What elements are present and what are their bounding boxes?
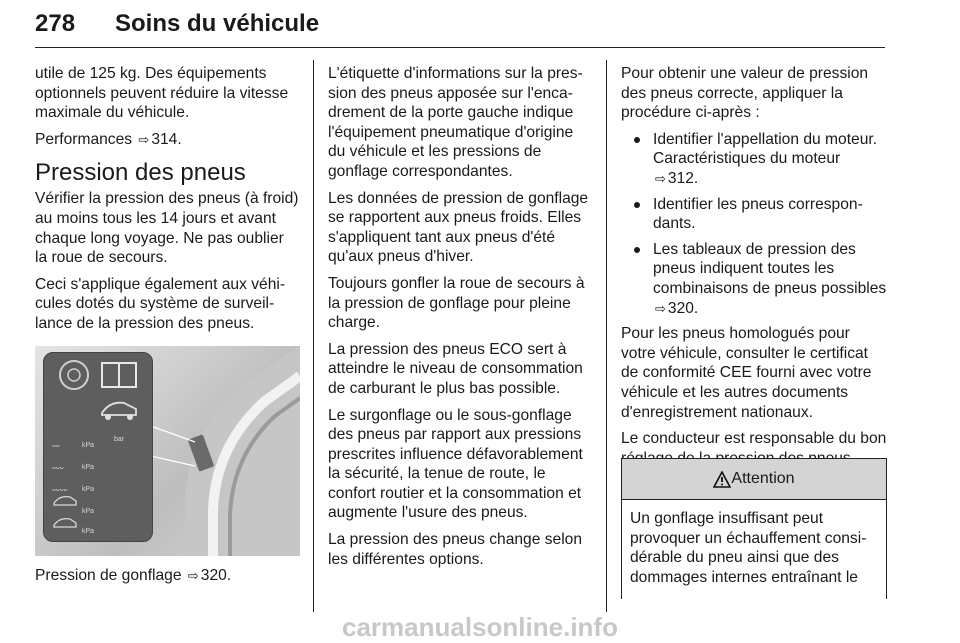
car-load-icon	[54, 496, 76, 504]
paragraph: Pour les pneus homologués pour votre véhicule, consulter le certificat de conformité CEE fourni avec votre véhicule et les autres documents d'enregistrement nationaux.	[621, 325, 872, 421]
tire-icon	[60, 361, 88, 389]
unit-label: kPa	[82, 485, 95, 493]
paragraph: Les données de pression de gonflage se rapportent aux pneus froids. Elles s'appliquent tant aux pneus d'été qu'aux pneus d'hiver.	[328, 189, 589, 266]
watermark: carmanualsonline.info	[342, 612, 618, 642]
paragraph: Le surgonflage ou le sous-gonflage des pneus par rapport aux pressions prescrites influence défavorablement la sécurité, la tenue de route, le confort routier et la consommation et augmente l'usure des pneus.	[328, 406, 583, 522]
column-1	[35, 64, 300, 592]
list-item-text: Les tableaux de pression des pneus indiquent toutes les combinaisons de pneus possibles	[653, 240, 887, 297]
attention-body: Un gonflage insuffisant peut provoquer un échauffement considérable du pneu ainsi que des dommages internes entraînant le	[630, 510, 867, 586]
unit-label: kPa	[82, 507, 95, 515]
warning-triangle-icon	[713, 471, 731, 488]
paragraph: Toujours gonfler la roue de secours à la pression de gonflage pour pleine charge.	[328, 274, 585, 332]
tire-pressure-label	[43, 352, 153, 542]
list-item: Identifier les pneus correspondants.	[621, 195, 887, 234]
paragraph: utile de 125 kg. Des équipements optionnels peuvent réduire la vitesse maximale du véhicule.	[35, 65, 289, 122]
paragraph-reference	[35, 130, 300, 150]
tire-hub-icon	[68, 369, 80, 381]
arrow-reference-icon: ⇨	[187, 567, 199, 583]
car-icon	[102, 402, 136, 414]
callout-line-top	[151, 426, 195, 442]
row-icon-1: ᴗᴗ	[52, 441, 60, 449]
tire-pressure-label-figure	[35, 346, 300, 556]
page-reference-link[interactable]: 320.	[200, 566, 232, 584]
unit-label: kPa	[82, 463, 95, 471]
wheel-icon	[127, 414, 133, 420]
paragraph: Ceci s'applique également aux véhicules dotés du système de surveillance de la pression des pneus.	[35, 275, 286, 332]
arrow-reference-icon: ⇨	[655, 300, 666, 316]
paragraph: Pour obtenir une valeur de pression des pneus correcte, appliquer la procédure ci-après :	[621, 65, 869, 122]
column-2	[328, 64, 592, 576]
column-3	[621, 64, 887, 475]
column-divider-2	[606, 60, 607, 612]
car-eco-icon	[54, 518, 76, 526]
paragraph: L'étiquette d'informations sur la pression des pneus apposée sur l'encadrement de la porte gauche indique l'équipement pneumatique d'origine du véhicule et les pressions de gonflage correspondantes.	[328, 65, 583, 180]
arrow-reference-icon: ⇨	[655, 170, 666, 186]
attention-title: Attention	[731, 470, 795, 487]
paragraph: Vérifier la pression des pneus (à froid) au moins tous les 14 jours et avant chaque long voyage. Ne pas oublier la roue de secours.	[35, 190, 299, 267]
procedure-list	[621, 130, 887, 318]
row-icon-3: ᴗᴗᴗᴗ	[52, 485, 68, 493]
pressure-rows	[52, 436, 125, 535]
header-divider	[35, 47, 885, 48]
page-header	[35, 2, 885, 46]
page-number: 278	[35, 10, 76, 37]
attention-box	[621, 458, 887, 599]
reference-text: Performances	[35, 130, 133, 148]
paragraph: La pression des pneus change selon les différentes options.	[328, 531, 583, 568]
figure-caption	[35, 566, 300, 586]
attention-header	[622, 459, 886, 500]
unit-label: kPa	[82, 441, 95, 449]
caption-text: Pression de gonflage	[35, 566, 182, 584]
arrow-reference-icon: ⇨	[138, 131, 150, 147]
list-item	[621, 240, 887, 318]
page-reference-link[interactable]: 320.	[667, 299, 699, 317]
wheel-icon	[105, 414, 111, 420]
list-item-text: Identifier l'appellation du moteur. Caractéristiques du moteur	[653, 130, 878, 168]
list-item	[621, 130, 887, 189]
section-heading: Pression des pneus	[35, 159, 246, 187]
paragraph: La pression des pneus ECO sert à atteindre le niveau de consommation de carburant le plus bas possible.	[328, 340, 583, 397]
callout-line-bottom	[151, 456, 195, 466]
unit-label: kPa	[82, 527, 95, 535]
column-divider-1	[313, 60, 314, 612]
unit-label-alt: bar	[114, 435, 125, 443]
label-contents	[44, 353, 152, 541]
paragraph: Le conducteur est responsable du bon	[621, 430, 887, 448]
row-icon-2: ᴗᴗᴗ	[52, 463, 64, 471]
page-reference-link[interactable]: 314.	[151, 130, 182, 148]
chapter-title: Soins du véhicule	[115, 10, 320, 37]
page-reference-link[interactable]: 312.	[667, 169, 699, 187]
